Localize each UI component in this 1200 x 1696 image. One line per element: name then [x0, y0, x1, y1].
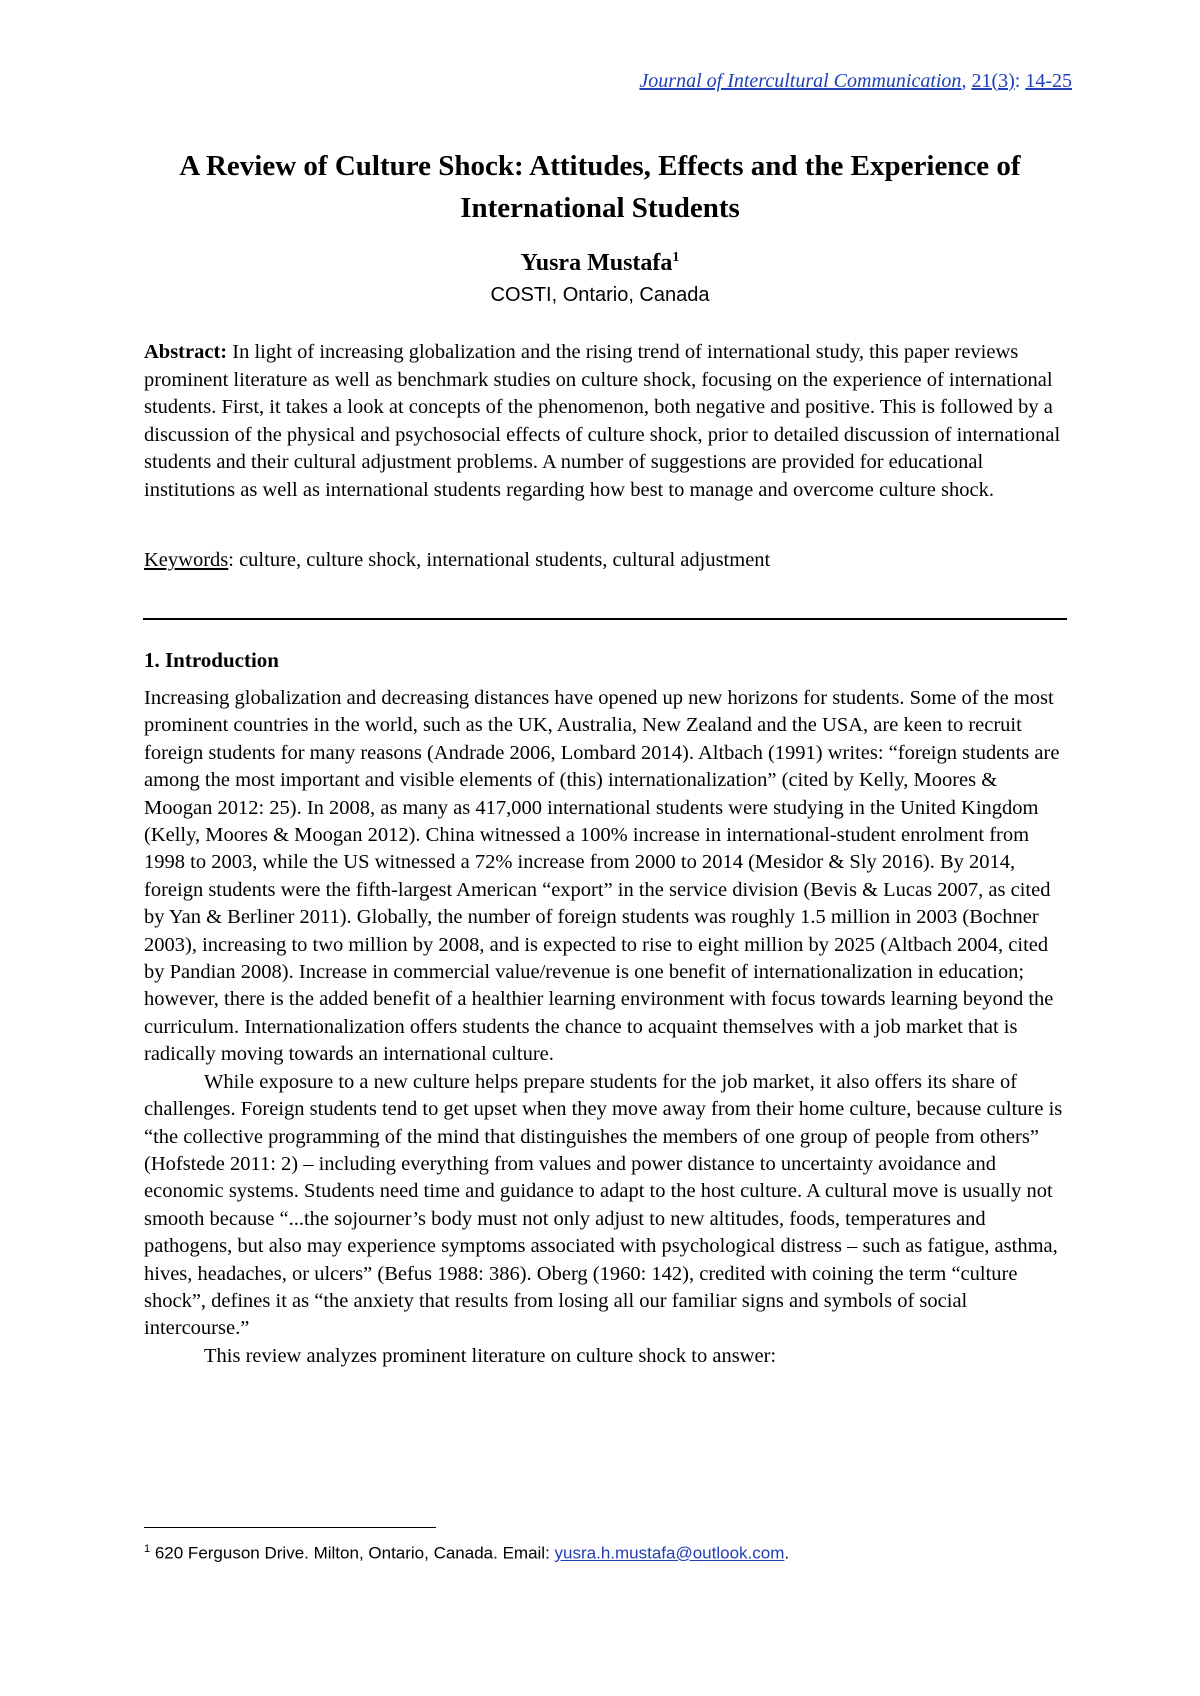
author-name: Yusra Mustafa	[520, 250, 673, 276]
keywords-text: : culture, culture shock, international students, cultural adjustment	[228, 549, 771, 571]
keywords	[144, 549, 1064, 572]
section-divider	[143, 618, 1067, 620]
footnote-text: 620 Ferguson Drive. Milton, Ontario, Canada. Email:	[150, 1543, 555, 1563]
body-paragraph: This review analyzes prominent literature on culture shock to answer:	[204, 1344, 777, 1367]
journal-reference: Journal of Intercultural Communication, 21(3): 14-25	[639, 70, 1072, 92]
footnote-trailing: .	[784, 1543, 790, 1563]
section-body	[144, 685, 1064, 1370]
footnote	[144, 1543, 789, 1564]
journal-name-link[interactable]: Journal of Intercultural Communication	[639, 70, 962, 92]
footnote-mark: 1	[144, 1543, 151, 1555]
paper-title: A Review of Culture Shock: Attitudes, Effects and the Experience of International Students	[179, 150, 1021, 224]
body-paragraph: Increasing globalization and decreasing distances have opened up new horizons for students. Some of the most prominent countries in the world, such as the UK, Australia, New Zealand and the USA, are keen to recruit foreign students for many reasons (Andrade 2006, Lombard 2014). Altbach (1991) writes: “foreign students are among the most important and visible elements of (this) internationalization” (cited by Kelly, Moores & Moogan 2012: 25). In 2008, as many as 417,000 international students were studying in the United Kingdom (Kelly, Moores & Moogan 2012). China witnessed a 100% increase in international-student enrolment from 1998 to 2003, while the US witnessed a 72% increase from 2000 to 2014 (Mesidor & Sly 2016). By 2014, foreign students were the fifth-largest American “export” in the service division (Bevis & Lucas 2007, as cited by Yan & Berliner 2011). Globally, the number of foreign students was roughly 1.5 million in 2003 (Bochner 2003), increasing to two million by 2008, and is expected to rise to eight million by 2025 (Altbach 2004, cited by Pandian 2008). Increase in commercial value/revenue is one benefit of internationalization in education; however, there is the added benefit of a healthier learning environment with focus towards learning beyond the curriculum. Internationalization offers students the chance to acquaint themselves with a job market that is radically moving towards an international culture.	[144, 687, 1060, 1066]
author-footnote-mark: 1	[672, 250, 680, 265]
author-line	[140, 250, 1060, 277]
body-paragraph: While exposure to a new culture helps prepare students for the job market, it also offers its share of challenges. Foreign students tend to get upset when they move away from their home culture, because culture is “the collective programming of the mind that distinguishes the members of one group of people from others” (Hofstede 2011: 2) – including everything from values and power distance to uncertainty avoidance and economic systems. Students need time and guidance to adapt to the host culture. A cultural move is usually not smooth because “...the sojourner’s body must not only adjust to new altitudes, foods, temperatures and pathogens, but also may experience symptoms associated with psychological distress – such as fatigue, asthma, hives, headaches, or ulcers” (Befus 1988: 386). Oberg (1960: 142), credited with coining the term “culture shock”, defines it as “the anxiety that results from losing all our familiar signs and symbols of social intercourse.”	[144, 1070, 1063, 1340]
journal-volume-link[interactable]: 21(3)	[971, 70, 1015, 92]
section-heading: 1. Introduction	[144, 648, 279, 672]
abstract-text: In light of increasing globalization and the rising trend of international study, this paper reviews prominent literature as well as benchmark studies on culture shock, focusing on the experience of international students. First, it takes a look at concepts of the phenomenon, both negative and positive. This is followed by a discussion of the physical and psychosocial effects of culture shock, prior to detailed discussion of international students and their cultural adjustment problems. A number of suggestions are provided for educational institutions as well as international students regarding how best to manage and overcome culture shock.	[144, 341, 1061, 501]
author-affiliation: COSTI, Ontario, Canada	[490, 284, 710, 306]
keywords-label: Keywords	[144, 549, 229, 571]
footnote-email-link[interactable]: yusra.h.mustafa@outlook.com	[554, 1543, 785, 1563]
abstract-label: Abstract:	[144, 341, 228, 363]
footnote-divider	[144, 1527, 436, 1528]
abstract	[144, 339, 1064, 504]
journal-pages-link[interactable]: 14-25	[1025, 70, 1072, 92]
